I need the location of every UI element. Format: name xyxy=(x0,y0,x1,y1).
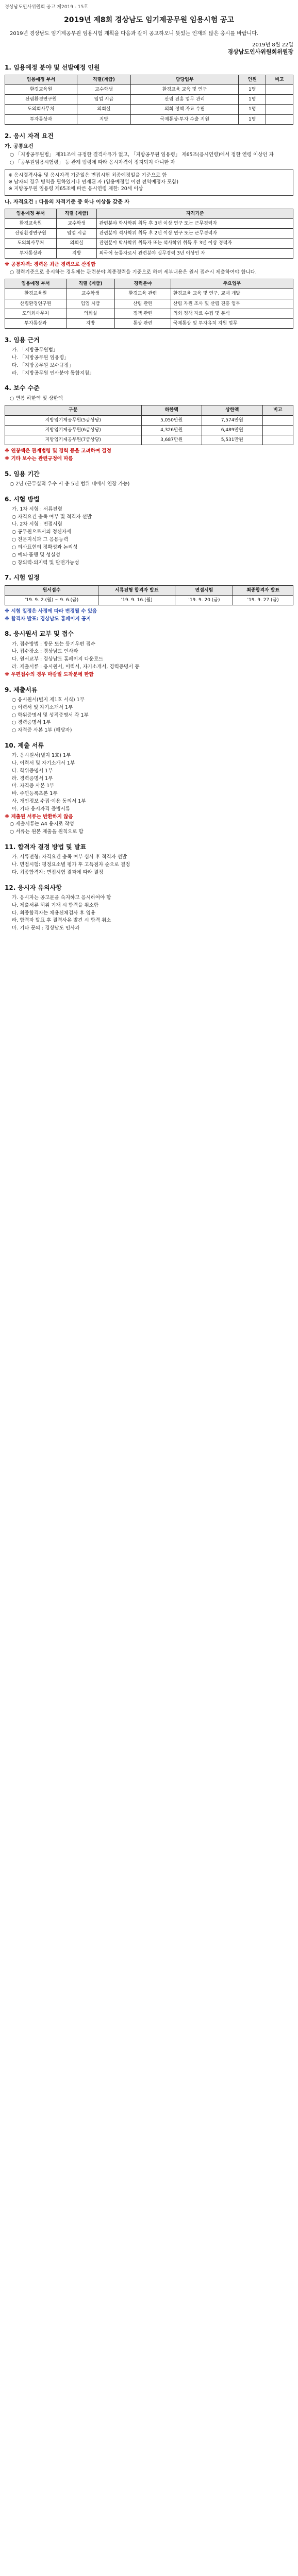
table-cell: 산림 관련 xyxy=(114,299,171,309)
red-note: ※ 기타 보수는 관련규정에 따름 xyxy=(5,455,73,462)
table-row xyxy=(5,95,293,105)
list-item: 사. 개인정보 수집·이용 동의서 1부 xyxy=(12,799,86,805)
section-selection xyxy=(5,843,293,876)
section-legal-basis xyxy=(5,336,293,377)
sub-title: 가. 공통요건 xyxy=(5,143,34,149)
table-cell: 투자통상과 xyxy=(5,318,67,328)
table-cell: 지방임기제공무원(6급상당) xyxy=(5,425,142,435)
table-cell: 환경교육원 xyxy=(5,219,57,229)
list-item: 가. 「지방공무원법」 xyxy=(12,347,58,353)
table-cell: 교수학생 xyxy=(77,85,130,95)
documents-list xyxy=(5,753,293,813)
documents-list xyxy=(5,697,293,734)
table-cell: 의회실 xyxy=(66,309,114,318)
paragraph: ○ 연봉 하한액 및 상한액 xyxy=(10,395,63,401)
table-cell: 정책 관련 xyxy=(114,309,171,318)
table-cell: 6,489만원 xyxy=(202,425,263,435)
table-cell: 임업 시급 xyxy=(56,229,97,239)
table-cell: 교수학생 xyxy=(66,289,114,299)
table-header: 담당업무 xyxy=(131,75,239,85)
list-item: 가. 응시원서(별지 1호) 1부 xyxy=(12,753,71,759)
qualification-table xyxy=(5,209,293,259)
table-cell: 투자통상과 xyxy=(5,248,57,258)
notices-list xyxy=(5,895,293,932)
list-item: ○ 예의·품행 및 성실성 xyxy=(12,552,60,558)
red-note: ※ 연봉액은 관계법령 및 경력 등을 고려하여 결정 xyxy=(5,448,111,454)
table-cell: 관련분야 박사학위 취득자 또는 석사학위 취득 후 3년 이상 경력자 xyxy=(97,239,293,248)
red-note: ※ 제출된 서류는 반환하지 않음 xyxy=(5,814,73,820)
table-cell: 지방임기제공무원(5급상당) xyxy=(5,415,142,425)
table-cell xyxy=(266,114,293,124)
section-exam-method xyxy=(5,495,293,567)
table-row xyxy=(5,239,293,248)
announcement-date: 2019년 8월 22일 xyxy=(252,42,293,48)
section-title: 1. 임용예정 분야 및 선발예정 인원 xyxy=(5,63,100,71)
table-header: 인원 xyxy=(239,75,266,85)
salary-table xyxy=(5,405,293,445)
list-item: 다. 「지방공무원 보수규정」 xyxy=(12,362,74,368)
note-line: ※ 남자의 경우 병역을 필하였거나 면제된 자 (임용예정일 이전 전역예정자 포함) xyxy=(8,179,179,185)
list-item: 라. 제출서류 : 응시원서, 이력서, 자기소개서, 경력증명서 등 xyxy=(12,664,140,670)
duty-table xyxy=(5,279,293,329)
table-header: 비고 xyxy=(262,405,293,415)
table-row xyxy=(5,415,293,425)
list-item: 나. 제출서류 허위 기재 시 합격을 취소함 xyxy=(12,902,98,908)
table-row xyxy=(5,289,293,299)
table-header: 임용예정 부서 xyxy=(5,75,77,85)
paragraph: ○ 2년 (근무실적 우수 시 총 5년 범위 내에서 연장 가능) xyxy=(10,481,130,487)
list-item: 다. 최종합격자: 면접시험 결과에 따라 결정 xyxy=(12,869,104,875)
list-item: 가. 응시자는 공고문을 숙지하고 응시하여야 함 xyxy=(12,894,111,901)
list-item: 마. 자격증 사본 1부 xyxy=(12,783,55,789)
section-title: 5. 임용 기간 xyxy=(5,470,40,478)
table-cell: 지방 xyxy=(77,114,130,124)
table-header: 임용예정 부서 xyxy=(5,279,67,289)
section-title: 6. 시험 방법 xyxy=(5,495,40,503)
table-header: 면접시험 xyxy=(175,585,233,595)
list-item: 나. 이력서 및 자기소개서 1부 xyxy=(12,760,75,766)
table-cell: 국제통상 및 투자유치 지원 업무 xyxy=(171,318,293,328)
list-item: ○ 경력증명서 1부 xyxy=(12,720,51,726)
selection-list xyxy=(5,854,293,876)
table-header: 최종합격자 발표 xyxy=(233,585,293,595)
announcement-signer: 경상남도인사위원회위원장 xyxy=(227,48,293,56)
list-item: 다. 최종합격자는 채용신체검사 후 임용 xyxy=(12,910,95,916)
list-item: 라. 경력증명서 1부 xyxy=(12,775,53,782)
section-eligibility xyxy=(5,132,293,329)
table-cell xyxy=(266,95,293,105)
table-cell: 산림환경연구원 xyxy=(5,229,57,239)
method-list xyxy=(5,506,293,567)
note-line: ※ 응시결격사유 및 응시자격 기준일은 면접시험 최종예정일을 기준으로 함 xyxy=(8,173,167,179)
table-row xyxy=(5,309,293,318)
table-cell xyxy=(266,105,293,114)
table-row xyxy=(5,105,293,114)
section-title: 9. 제출서류 xyxy=(5,686,38,693)
table-row xyxy=(5,248,293,258)
basis-list xyxy=(5,347,293,377)
section-title: 2. 응시 자격 요건 xyxy=(5,132,54,140)
table-cell: '19. 9. 16.(월) xyxy=(98,595,175,605)
list-item: ○ 의사표현의 정확성과 논리성 xyxy=(12,544,78,550)
table-row xyxy=(5,435,293,445)
list-item: 마. 기타 문의 : 경상남도 인사과 xyxy=(12,925,80,931)
red-note: ※ 우편접수의 경우 마감일 도착분에 한함 xyxy=(5,671,94,677)
table-row xyxy=(5,318,293,328)
page-title: 2019년 제8회 경상남도 임기제공무원 임용시험 공고 xyxy=(63,16,235,25)
table-row xyxy=(5,229,293,239)
table-header: 직렬 (계급) xyxy=(66,279,114,289)
section-documents-b xyxy=(5,741,293,836)
table-cell: 환경교육 교육 및 연구 xyxy=(131,85,239,95)
section-title: 8. 응시원서 교부 및 접수 xyxy=(5,630,74,638)
sub-title: 나. 자격요건 : 다음의 자격기준 중 하나 이상을 갖춘 자 xyxy=(5,199,129,205)
table-cell: 국제통상·투자 수출 지원 xyxy=(131,114,239,124)
list-item: 나. 2차 시험 : 면접시험 xyxy=(12,521,62,528)
table-cell: 1명 xyxy=(239,105,266,114)
table-header: 주요업무 xyxy=(171,279,293,289)
table-cell: 환경교육원 xyxy=(5,85,77,95)
table-cell: 교수학생 xyxy=(56,219,97,229)
table-cell: 도의회사무처 xyxy=(5,105,77,114)
section-positions xyxy=(5,63,293,125)
table-header: 원서접수 xyxy=(5,585,98,595)
table-cell xyxy=(262,415,293,425)
list-item: 가. 1차 시험 : 서류전형 xyxy=(12,506,62,512)
list-item: 바. 주민등록초본 1부 xyxy=(12,791,58,797)
announcement-page xyxy=(5,0,293,932)
table-row xyxy=(5,299,293,309)
section-application xyxy=(5,630,293,678)
table-cell: 환경교육 관련 xyxy=(114,289,171,299)
table-cell: 환경교육원 xyxy=(5,289,67,299)
table-cell: 5,531만원 xyxy=(202,435,263,445)
intro-text: 2019년 경상남도 임기제공무원 임용시험 계획을 다음과 같이 공고하오니 뜻있는 인재의 많은 응시를 바랍니다. xyxy=(10,31,259,37)
table-cell: 지방 xyxy=(66,318,114,328)
list-item: ○ 자격증 사본 1부 (해당자) xyxy=(12,727,72,734)
list-item: 가. 접수방법 : 방문 또는 등기우편 접수 xyxy=(12,641,95,647)
table-cell: 의회실 xyxy=(56,239,97,248)
table-row xyxy=(5,219,293,229)
section-salary xyxy=(5,384,293,462)
header-note: 경상남도인사위원회 공고 제2019 - 15호 xyxy=(5,5,89,10)
list-item: 다. 원서교부 : 경상남도 홈페이지 다운로드 xyxy=(12,656,104,663)
table-cell: '19. 9. 20.(금) xyxy=(175,595,233,605)
table-header: 구분 xyxy=(5,405,142,415)
table-cell: 환경교육 교육 및 연구, 교재 개발 xyxy=(171,289,293,299)
section-schedule xyxy=(5,573,293,622)
section-title: 11. 합격자 결정 방법 및 발표 xyxy=(5,843,87,851)
table-cell: 1명 xyxy=(239,85,266,95)
section-term xyxy=(5,470,293,488)
table-cell: 지방 xyxy=(56,248,97,258)
paragraph: ○ 「공무원임용시험령」 등 관계 법령에 따라 응시자격이 정지되지 아니한 자 xyxy=(10,160,175,166)
table-cell: 3,687만원 xyxy=(141,435,202,445)
schedule-table xyxy=(5,585,293,605)
table-cell: 관련분야 학사학위 취득 후 3년 이상 연구 또는 근무경력자 xyxy=(97,219,293,229)
section-title: 10. 제출 서류 xyxy=(5,741,44,749)
table-header: 직렬(계급) xyxy=(77,75,130,85)
table-cell: 5,050만원 xyxy=(141,415,202,425)
table-cell: 지방임기제공무원(7급상당) xyxy=(5,435,142,445)
blue-note: ※ 합격자 발표: 경상남도 홈페이지 공지 xyxy=(5,616,91,622)
list-item: ○ 창의력·의지력 및 발전가능성 xyxy=(12,560,79,566)
table-cell: 7,574만원 xyxy=(202,415,263,425)
table-row xyxy=(5,595,293,605)
red-note: ※ 공통자격: 경력은 최근 경력으로 산정함 xyxy=(5,261,96,267)
table-header: 하한액 xyxy=(141,405,202,415)
table-cell: '19. 9. 27.(금) xyxy=(233,595,293,605)
list-item: ○ 이력서 및 자기소개서 1부 xyxy=(12,704,73,710)
list-item: ○ 학위증명서 및 성적증명서 각 1부 xyxy=(12,712,89,718)
table-cell: 산림 진흥 업무 관리 xyxy=(131,95,239,105)
list-item: ○ 자격요건 충족 여부 및 적격자 선발 xyxy=(12,514,92,520)
section-title: 4. 보수 수준 xyxy=(5,384,40,392)
list-item: 라. 합격자 발표 후 결격사유 발견 시 합격 취소 xyxy=(12,918,111,924)
list-item: ○ 공무원으로서의 정신자세 xyxy=(12,529,72,535)
list-item: ○ 전문지식과 그 응용능력 xyxy=(12,537,69,543)
list-item: 라. 「지방공무원 인사분야 통합지침」 xyxy=(12,370,94,376)
table-cell xyxy=(262,425,293,435)
list-item: 다. 학위증명서 1부 xyxy=(12,768,53,774)
section-notices xyxy=(5,884,293,932)
table-row xyxy=(5,85,293,95)
table-cell: 통상 관련 xyxy=(114,318,171,328)
table-header: 상한액 xyxy=(202,405,263,415)
table-cell: 산림 자원 조사 및 산림 진흥 업무 xyxy=(171,299,293,309)
paragraph: ○ 제출서류는 A4 용지로 작성 xyxy=(10,821,74,827)
table-cell: 관련분야 석사학위 취득 후 2년 이상 연구 또는 근무경력자 xyxy=(97,229,293,239)
table-header: 직렬 (계급) xyxy=(56,209,97,219)
table-cell: 도의회사무처 xyxy=(5,239,57,248)
section-title: 7. 시험 일정 xyxy=(5,574,40,582)
table-cell: 4,326만원 xyxy=(141,425,202,435)
note-line: ※ 지방공무원 임용령 제65조에 따른 응시연령 제한: 20세 이상 xyxy=(8,185,143,192)
table-cell xyxy=(262,435,293,445)
blue-note: ※ 시험 일정은 사정에 따라 변경될 수 있음 xyxy=(5,608,97,614)
list-item: 아. 기타 응시자격 증빙서류 xyxy=(12,806,71,812)
section-documents-a xyxy=(5,686,293,734)
table-header: 서류전형 합격자 발표 xyxy=(98,585,175,595)
table-cell: 의회 정책 자료 수집 및 분석 xyxy=(171,309,293,318)
paragraph: ○ 서류는 원본 제출을 원칙으로 함 xyxy=(10,829,84,835)
table-row xyxy=(5,425,293,435)
table-cell: 1명 xyxy=(239,95,266,105)
table-header: 경력분야 xyxy=(114,279,171,289)
table-cell: 투자통상과 xyxy=(5,114,77,124)
list-item: 나. 접수장소 : 경상남도 인사과 xyxy=(12,649,78,655)
list-item: 나. 면접시험: 평정요소별 평가 후 고득점자 순으로 결정 xyxy=(12,862,130,868)
table-cell: 임업 시급 xyxy=(77,95,130,105)
paragraph: ○ 「지방공무원법」 제31조에 규정한 결격사유가 없고, 「지방공무원 임용령」 제65조(응시연령)에서 정한 연령 이상인 자 xyxy=(10,152,274,158)
list-item: 가. 서류전형: 자격요건 충족 여부 심사 후 적격자 선발 xyxy=(12,854,127,860)
list-item: 나. 「지방공무원 임용령」 xyxy=(12,355,69,361)
section-title: 12. 응시자 유의사항 xyxy=(5,884,62,891)
table-header: 자격기준 xyxy=(97,209,293,219)
table-cell: 임업 시급 xyxy=(66,299,114,309)
table-cell: 외국어 능통자로서 관련분야 실무경력 3년 이상인 자 xyxy=(97,248,293,258)
table-cell: 의회실 xyxy=(77,105,130,114)
table-cell: 1명 xyxy=(239,114,266,124)
table-row xyxy=(5,114,293,124)
table-cell: '19. 9. 2.(월) ~ 9. 6.(금) xyxy=(5,595,98,605)
table-cell: 산림환경연구원 xyxy=(5,95,77,105)
table-cell: 의회 정책 자료 수립 xyxy=(131,105,239,114)
table-cell: 도의회사무처 xyxy=(5,309,67,318)
table-cell xyxy=(266,85,293,95)
list-item: ○ 응시원서(별지 제1호 서식) 1부 xyxy=(12,697,85,703)
positions-table xyxy=(5,75,293,125)
section-title: 3. 임용 근거 xyxy=(5,336,40,344)
table-header: 비고 xyxy=(266,75,293,85)
note-box xyxy=(5,170,293,195)
table-cell: 산림환경연구원 xyxy=(5,299,67,309)
application-list xyxy=(5,641,293,671)
table-header: 임용예정 부서 xyxy=(5,209,57,219)
paragraph: ○ 경력기준으로 응시하는 경우에는 관련분야 최종경력을 기준으로 하며 세부내용은 원서 접수시 제출하여야 합니다. xyxy=(10,269,257,275)
